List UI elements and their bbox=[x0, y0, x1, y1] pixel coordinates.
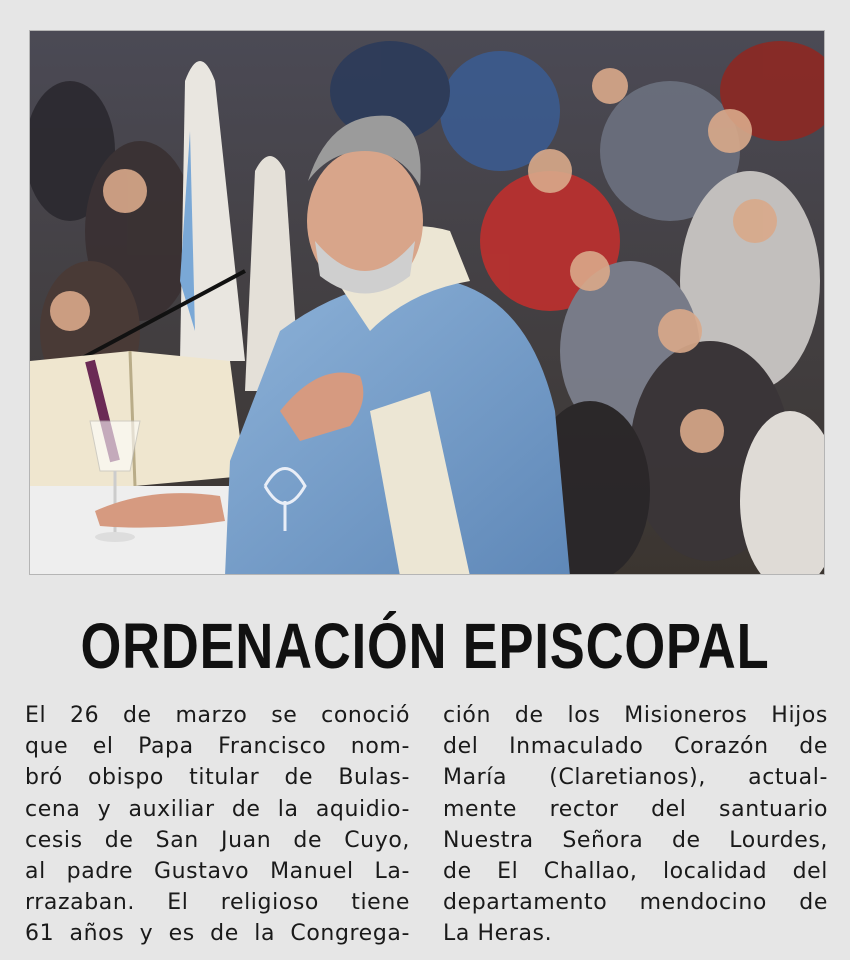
article-column-right bbox=[443, 700, 828, 950]
article-line: ción de los Misioneros Hijos bbox=[443, 703, 828, 728]
article-column-left bbox=[25, 700, 410, 950]
headline: ORDENACIÓN EPISCOPAL bbox=[80, 610, 770, 682]
article-line: Nuestra Señora de Lourdes, bbox=[443, 827, 828, 853]
article-photo bbox=[29, 30, 825, 575]
article-line: 61 años y es de la Congrega- bbox=[25, 921, 410, 947]
article-line: que el Papa Francisco nom- bbox=[25, 734, 410, 760]
article-line: cena y auxiliar de la aquidio- bbox=[25, 796, 410, 822]
article-line: cesis de San Juan de Cuyo, bbox=[25, 827, 410, 853]
article-line: mente rector del santuario bbox=[443, 796, 828, 822]
article-line: El 26 de marzo se conoció bbox=[25, 703, 410, 728]
article-line: de El Challao, localidad del bbox=[443, 859, 828, 885]
article-line: del Inmaculado Corazón de bbox=[443, 734, 828, 760]
photo-illustration bbox=[30, 31, 825, 575]
article-line: departamento mendocino de bbox=[443, 890, 828, 916]
article-line: La Heras. bbox=[443, 921, 553, 947]
article-line: al padre Gustavo Manuel La- bbox=[25, 859, 410, 885]
article-line: rrazaban. El religioso tiene bbox=[25, 890, 410, 916]
article-line: María (Claretianos), actual- bbox=[443, 765, 828, 791]
article-line: bró obispo titular de Bulas- bbox=[25, 765, 410, 791]
